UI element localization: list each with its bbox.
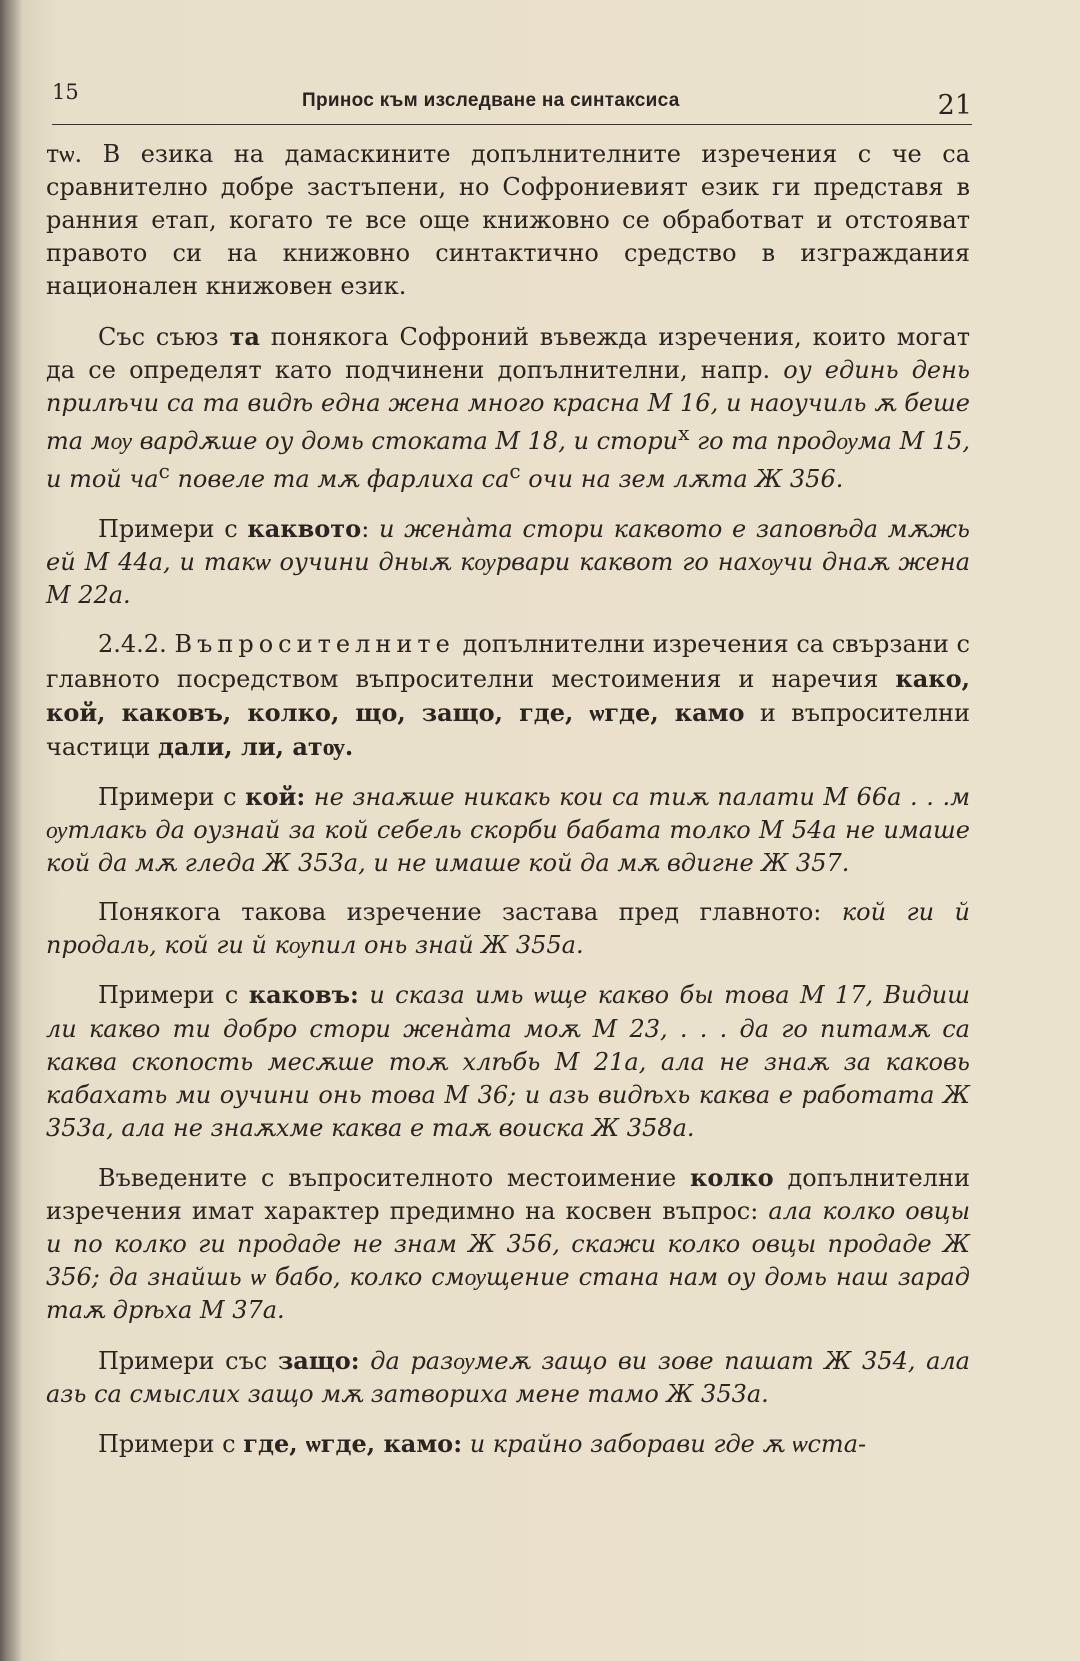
p4-keywords: како, кой, каковъ, колко, що, защо, где, ѡгде, камо — [46, 663, 970, 727]
p7-keyword: каковъ: — [248, 980, 359, 1010]
paragraph-6 — [46, 896, 970, 962]
p3-example: и женàта стори каквото е заповѣда мѫжь ей М 44а, и такѡ оучини дныѫ кѹрвари каквот го нахѹчи днаѫ жена М 22а. — [46, 515, 970, 610]
p4-keywords-2: дали, ли, атѹ. — [157, 731, 354, 761]
p8-text-c: допълнителни изречения имат характер предимно на косвен въпрос: — [46, 1163, 970, 1226]
p10-keywords: где, ѡгде, камо: — [243, 1428, 463, 1458]
paragraph-8 — [46, 1161, 970, 1328]
p5-example: не знаѫше никакь кои са тиѫ палати М 66а . . .м ѹтлакь да оузнай за кой себель скорби бабата толко М 54а не имаше кой да мѫ гледа Ж 353а, и не имаше кой да мѫ вдигне Ж 357. — [46, 782, 970, 878]
p9-example: да разѹмеѫ защо ви зове пашат Ж 354, ала азь са смыслих защо мѫ затвориха мене тамо Ж 353а. — [46, 1346, 970, 1408]
p4-text-b: и въпросителни частици — [46, 698, 970, 761]
p6-example: кой ги й продаль, кой ги й кѹпил онь знай Ж 355а. — [46, 898, 970, 960]
page-number-right: 21 — [937, 90, 972, 121]
page-header — [52, 78, 972, 124]
paragraph-1 — [46, 138, 970, 304]
header-rule — [52, 124, 972, 125]
p2-example-4: очи на зем лѫта Ж 356. — [528, 464, 844, 493]
page-number-left: 15 — [52, 80, 79, 104]
p9-keyword: защо: — [277, 1345, 360, 1375]
paragraph-3: Примери с каквото: и женàта стори каквото е заповѣда мѫжь ей М 44а, и такѡ оучини дныѫ кѹрвари каквот го нахѹчи днаѫ жена М 22а. — [46, 514, 970, 610]
p2-example-2: го та продѹма М 15, и той ча — [46, 426, 971, 493]
p3-keyword: каквото — [247, 514, 362, 544]
p2-text-a: Със съюз — [98, 322, 219, 351]
running-title: Принос към изследване на синтаксиса — [302, 90, 680, 111]
p4-spaced-term: Въпросителните — [174, 630, 455, 659]
p4-text-a: допълнителни изречения са свързани с главното посредством въпросителни местоимения и наречия — [46, 630, 970, 693]
p5-text-a: Примери с — [98, 782, 237, 811]
p2-keyword: та — [229, 321, 260, 351]
paragraph-4 — [46, 628, 970, 763]
p2-text-c: понякога Софроний въвежда изречения, които могат да се определят като подчинени допълнителни, напр. — [46, 322, 970, 384]
page-body — [46, 138, 970, 1477]
section-number: 2.4.2. — [98, 630, 167, 659]
paragraph-5 — [46, 780, 970, 880]
p6-text-a: Понякога такова изречение застава пред главното: — [98, 898, 822, 927]
paragraph-9 — [46, 1344, 970, 1411]
p10-example: и крайно заборави где ѫ ѡста- — [469, 1429, 867, 1458]
p2-example-1: оу единь день прилѣчи са та видѣ една жена много красна М 16, и наоучиль ѫ беше та мѹ вардѫше оу домь стоката М 18, и стори — [46, 355, 970, 455]
p8-text-a: Въведените с въпросителното местоимение — [98, 1163, 677, 1192]
p3-text-a: Примери с — [98, 515, 238, 544]
p8-example: ала колко овцы и по колко ги продаде не знам Ж 356, скажи колко овцы продаде Ж 356; да знайшь ѡ бабо, колко смѹщение стана нам оу домь наш зарад таѫ дрѣха М 37а. — [46, 1197, 970, 1325]
paragraph-7 — [46, 978, 970, 1145]
p2-example-3: повеле та мѫ фарлиха са — [177, 464, 510, 493]
p10-text-a: Примери с — [98, 1429, 236, 1458]
p9-text-a: Примери със — [98, 1346, 268, 1375]
paragraph-2: Със съюз та понякога Софроний въвежда изречения, които могат да се определят като подчинени допълнителни, напр. оу единь день прилѣчи са та видѣ една жена много красна М 16, и наоучиль ѫ беше та мѹ вардѫше оу домь стоката М 18, и стори$^х$ го та продѹма М 15, и той $ча^с$ повеле та мѫ фарлиха $са^с$ очи на зем лѫта Ж 356. — [46, 321, 971, 493]
p5-keyword: кой: — [245, 781, 306, 811]
paragraph-1-text: тѡ. В езика на дамаскините допълнителните изречения с че са сравнително добре застъпени, но Софрониевият език ги представя в ранния етап, когато те все още книжовно се обработват и отстояват правото си на книжовно синтактично средство в изграждания национален книжовен език. — [46, 140, 970, 301]
p8-keyword: колко — [690, 1162, 774, 1192]
p7-example: и сказа имь ѡще какво бы това М 17, Видиш ли какво ти добро стори женàта моѫ М 23, . . . да го питамѫ са каква скопость месѫше тоѫ хлѣбь М 21а, ала не знаѫ за каковь кабахать ми оучини онь това М 36; и азь видѣхь каква е работата Ж 353а, ала не знаѫхме каква е таѫ воиска Ж 358а. — [46, 981, 970, 1142]
spine-shadow — [0, 0, 22, 1661]
p7-text-a: Примери с — [98, 981, 239, 1010]
paragraph-10 — [46, 1427, 970, 1461]
